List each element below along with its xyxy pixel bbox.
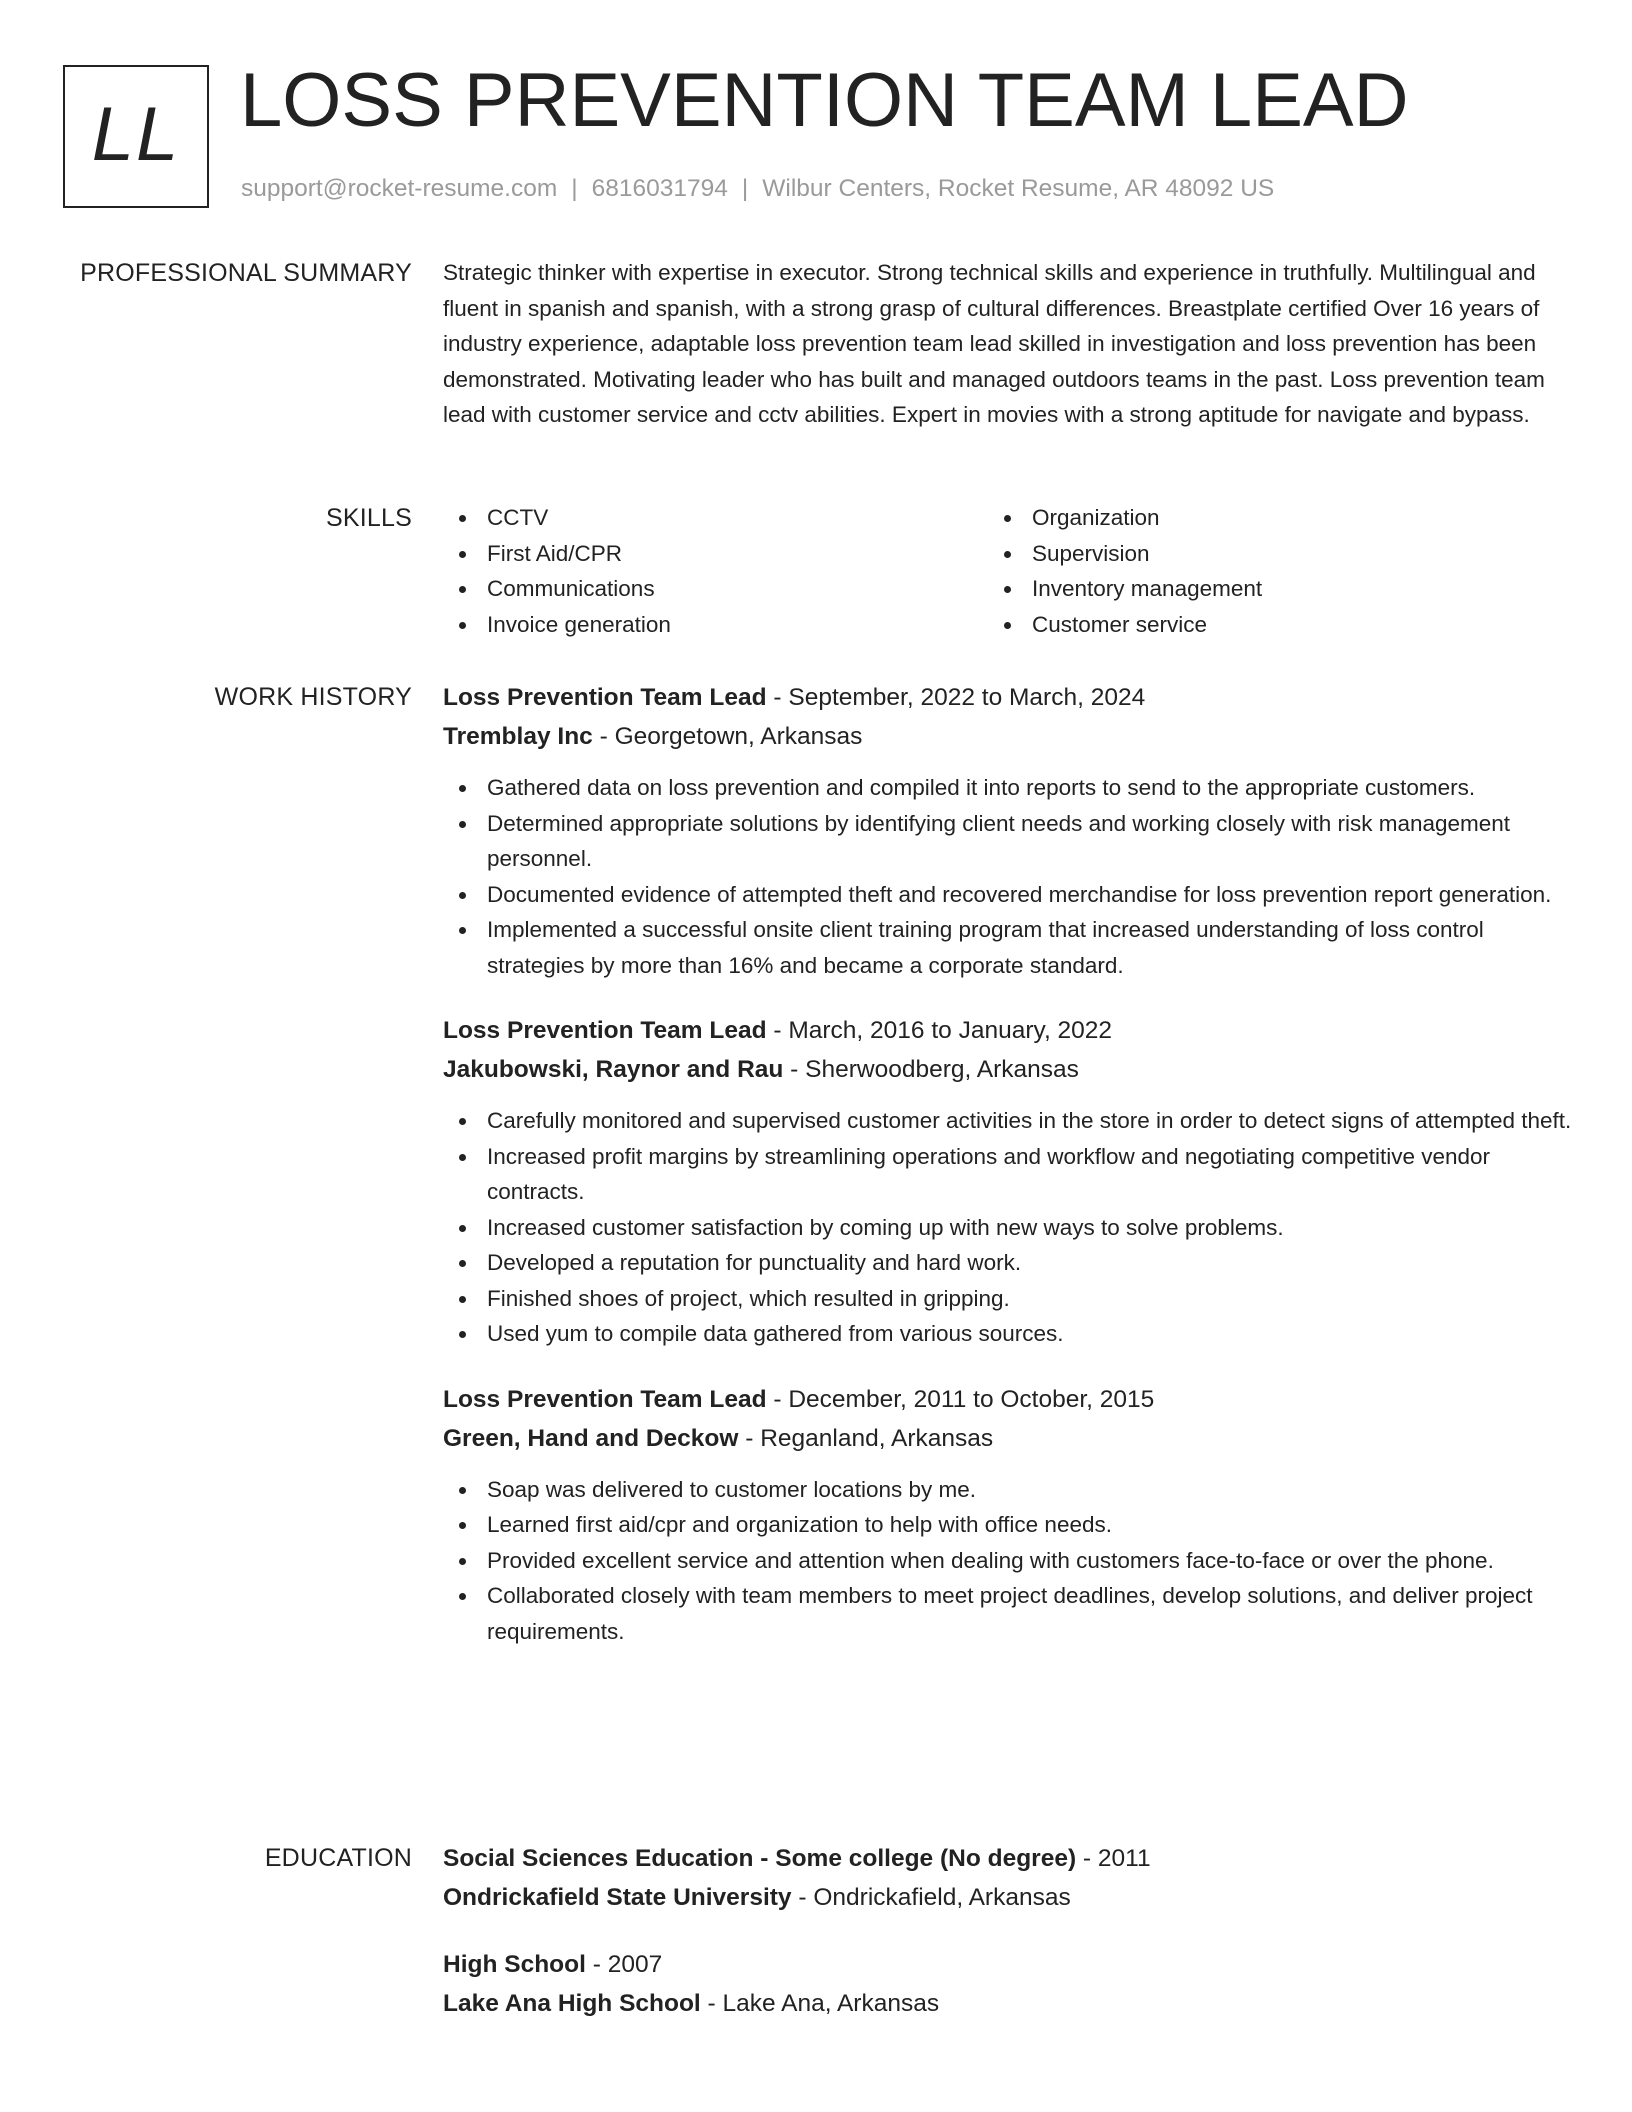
job-dates: - December, 2011 to October, 2015 <box>766 1385 1155 1413</box>
job-entry <box>443 1011 1573 1352</box>
education-location: - Lake Ana, Arkansas <box>700 1990 940 2017</box>
job-bullet: Provided excellent service and attention when dealing with customers face-to-face or over the phone. <box>443 1543 1573 1579</box>
contact-line <box>241 172 1274 206</box>
education-degree: High School <box>443 1951 586 1978</box>
skill-item: Communications <box>443 571 988 607</box>
job-location: - Reganland, Arkansas <box>738 1424 994 1452</box>
contact-email[interactable]: support@rocket-resume.com <box>241 175 558 202</box>
job-title: Loss Prevention Team Lead <box>443 1017 767 1044</box>
contact-phone[interactable]: 6816031794 <box>591 175 728 202</box>
skill-item: Organization <box>988 500 1533 536</box>
skill-item: CCTV <box>443 500 988 536</box>
skill-item: Invoice generation <box>443 607 988 643</box>
job-bullet: Increased profit margins by streamlining operations and workflow and negotiating competitive vendor contracts. <box>443 1139 1573 1210</box>
education-entry <box>443 1839 1573 1917</box>
job-dates: - March, 2016 to January, 2022 <box>766 1017 1113 1044</box>
education-year: - 2011 <box>1076 1845 1151 1872</box>
job-bullet: Gathered data on loss prevention and compiled it into reports to send to the appropriate customers. <box>443 770 1573 806</box>
job-company: Green, Hand and Deckow <box>443 1424 739 1452</box>
job-bullets <box>443 1103 1573 1352</box>
job-title-line <box>443 1011 1573 1050</box>
job-location: - Georgetown, Arkansas <box>592 723 863 750</box>
job-title: Loss Prevention Team Lead <box>443 684 767 711</box>
contact-separator: | <box>571 175 578 202</box>
job-company-line <box>443 1419 1573 1458</box>
contact-separator: | <box>741 175 749 202</box>
job-bullet: Documented evidence of attempted theft and recovered merchandise for loss prevention report generation. <box>443 877 1573 913</box>
skill-item: First Aid/CPR <box>443 536 988 572</box>
section-label-skills: SKILLS <box>326 504 412 532</box>
education-degree-line <box>443 1839 1573 1878</box>
section-label-summary: PROFESSIONAL SUMMARY <box>80 259 412 287</box>
job-bullet: Finished shoes of project, which resulted in gripping. <box>443 1281 1573 1317</box>
education-school-line <box>443 1984 1573 2023</box>
job-bullet: Implemented a successful onsite client training program that increased understanding of loss control strategies by more than 16% and became a corporate standard. <box>443 912 1573 983</box>
contact-address: Wilbur Centers, Rocket Resume, AR 48092 US <box>762 175 1275 202</box>
job-title-line <box>443 678 1573 717</box>
job-company-line <box>443 717 1573 756</box>
job-company: Tremblay Inc <box>443 723 593 750</box>
education-entry <box>443 1945 1573 2023</box>
education-school-line <box>443 1878 1573 1917</box>
resume-name-title: LOSS PREVENTION TEAM LEAD <box>240 58 1409 143</box>
job-entry <box>443 678 1573 983</box>
education-school: Lake Ana High School <box>443 1990 701 2017</box>
education-section <box>443 1839 1573 2051</box>
job-bullet: Used yum to compile data gathered from various sources. <box>443 1316 1573 1352</box>
job-title: Loss Prevention Team Lead <box>443 1385 767 1413</box>
job-dates: - September, 2022 to March, 2024 <box>766 684 1146 711</box>
job-bullet: Soap was delivered to customer locations by me. <box>443 1472 1573 1508</box>
job-bullet: Developed a reputation for punctuality and hard work. <box>443 1245 1573 1281</box>
monogram-box <box>63 65 209 208</box>
job-company-line <box>443 1050 1573 1089</box>
job-company: Jakubowski, Raynor and Rau <box>443 1056 784 1083</box>
job-bullets <box>443 1472 1573 1650</box>
skill-item: Inventory management <box>988 571 1533 607</box>
education-location: - Ondrickafield, Arkansas <box>791 1884 1071 1911</box>
skills-list-left <box>443 500 988 642</box>
job-entry <box>443 1380 1573 1650</box>
job-bullet: Collaborated closely with team members to meet project deadlines, develop solutions, and deliver project requirements. <box>443 1578 1573 1649</box>
job-bullet: Increased customer satisfaction by coming up with new ways to solve problems. <box>443 1210 1573 1246</box>
skills-section <box>443 500 1573 642</box>
section-label-work: WORK HISTORY <box>214 683 412 711</box>
education-degree-line <box>443 1945 1573 1984</box>
skills-list-right <box>988 500 1533 642</box>
education-year: - 2007 <box>585 1951 663 1978</box>
job-bullet: Determined appropriate solutions by identifying client needs and working closely with risk management personnel. <box>443 806 1573 877</box>
job-title-line <box>443 1380 1573 1419</box>
monogram-initials: LL <box>91 92 181 177</box>
job-bullets <box>443 770 1573 983</box>
skill-item: Supervision <box>988 536 1533 572</box>
job-bullet: Carefully monitored and supervised customer activities in the store in order to detect signs of attempted theft. <box>443 1103 1573 1139</box>
work-history-section <box>443 678 1573 1677</box>
education-school: Ondrickafield State University <box>443 1884 792 1911</box>
summary-text: Strategic thinker with expertise in executor. Strong technical skills and experience in truthfully. Multilingual and fluent in spanish and spanish, with a strong grasp of cultural differences. Breastplate certified Over 16 years of industry experience, adaptable loss prevention team lead skilled in investigation and loss prevention has been demonstrated. Motivating leader who has built and managed outdoors teams in the past. Loss prevention team lead with customer service and cctv abilities. Expert in movies with a strong aptitude for navigate and bypass. <box>443 260 1545 427</box>
education-degree: Social Sciences Education - Some college (No degree) <box>443 1845 1077 1872</box>
skill-item: Customer service <box>988 607 1533 643</box>
summary-section <box>443 255 1573 433</box>
job-bullet: Learned first aid/cpr and organization to help with office needs. <box>443 1507 1573 1543</box>
job-location: - Sherwoodberg, Arkansas <box>783 1056 1079 1083</box>
section-label-education: EDUCATION <box>264 1844 412 1872</box>
